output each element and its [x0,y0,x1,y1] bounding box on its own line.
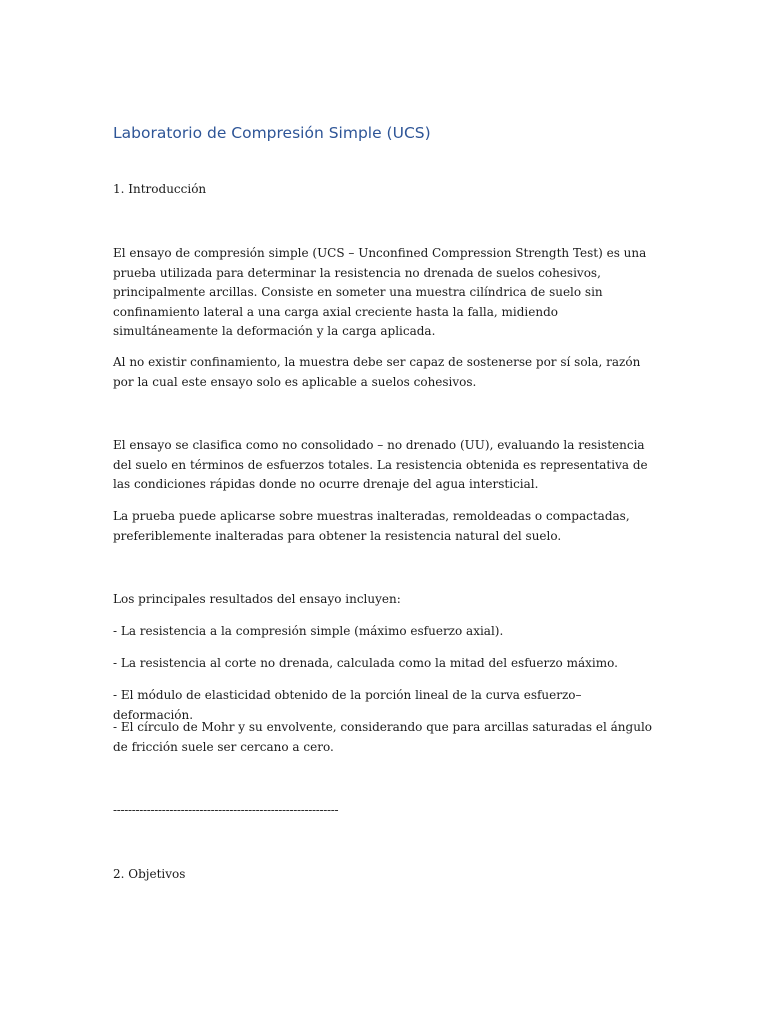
paragraph-definicion: El ensayo de compresión simple (UCS – Unconfined Compression Strength Test) es una prueba utilizada para determinar la resistencia no drenada de suelos cohesivos, principalmente arcillas. Consiste en someter una muestra cilíndrica de suelo sin confinamiento lateral a una carga axial creciente hasta la falla, midiendo simultáneamente la deformación y la carga aplicada. [113,246,647,338]
list-item-resultado: - La resistencia al corte no drenada, calculada como la mitad del esfuerzo máximo. [113,656,618,670]
paragraph-muestras: La prueba puede aplicarse sobre muestras inalteradas, remoldeadas o compactadas, preferiblemente inalteradas para obtener la resistencia natural del suelo. [113,509,630,543]
list-item-resultado: - La resistencia a la compresión simple (máximo esfuerzo axial). [113,624,504,638]
paragraph-clasificacion: El ensayo se clasifica como no consolidado – no drenado (UU), evaluando la resistencia del suelo en términos de esfuerzos totales. La resistencia obtenida es representativa de las condiciones rápidas donde no ocurre drenaje del agua intersticial. [113,438,648,491]
section-heading-introduccion: 1. Introducción [113,182,207,196]
paragraph-resultados-intro: Los principales resultados del ensayo incluyen: [113,592,401,606]
document-title: Laboratorio de Compresión Simple (UCS) [113,124,431,142]
list-item-resultado: - El módulo de elasticidad obtenido de la porción lineal de la curva esfuerzo–deformación. [113,688,582,722]
section-heading-objetivos: 2. Objetivos [113,867,186,881]
paragraph-confinamiento: Al no existir confinamiento, la muestra debe ser capaz de sostenerse por sí sola, razón por la cual este ensayo solo es aplicable a suelos cohesivos. [113,355,641,389]
list-item-resultado: - El círculo de Mohr y su envolvente, considerando que para arcillas saturadas el ángulo de fricción suele ser cercano a cero. [113,720,653,754]
section-divider: ------------------------------------------------------------ [113,803,339,817]
